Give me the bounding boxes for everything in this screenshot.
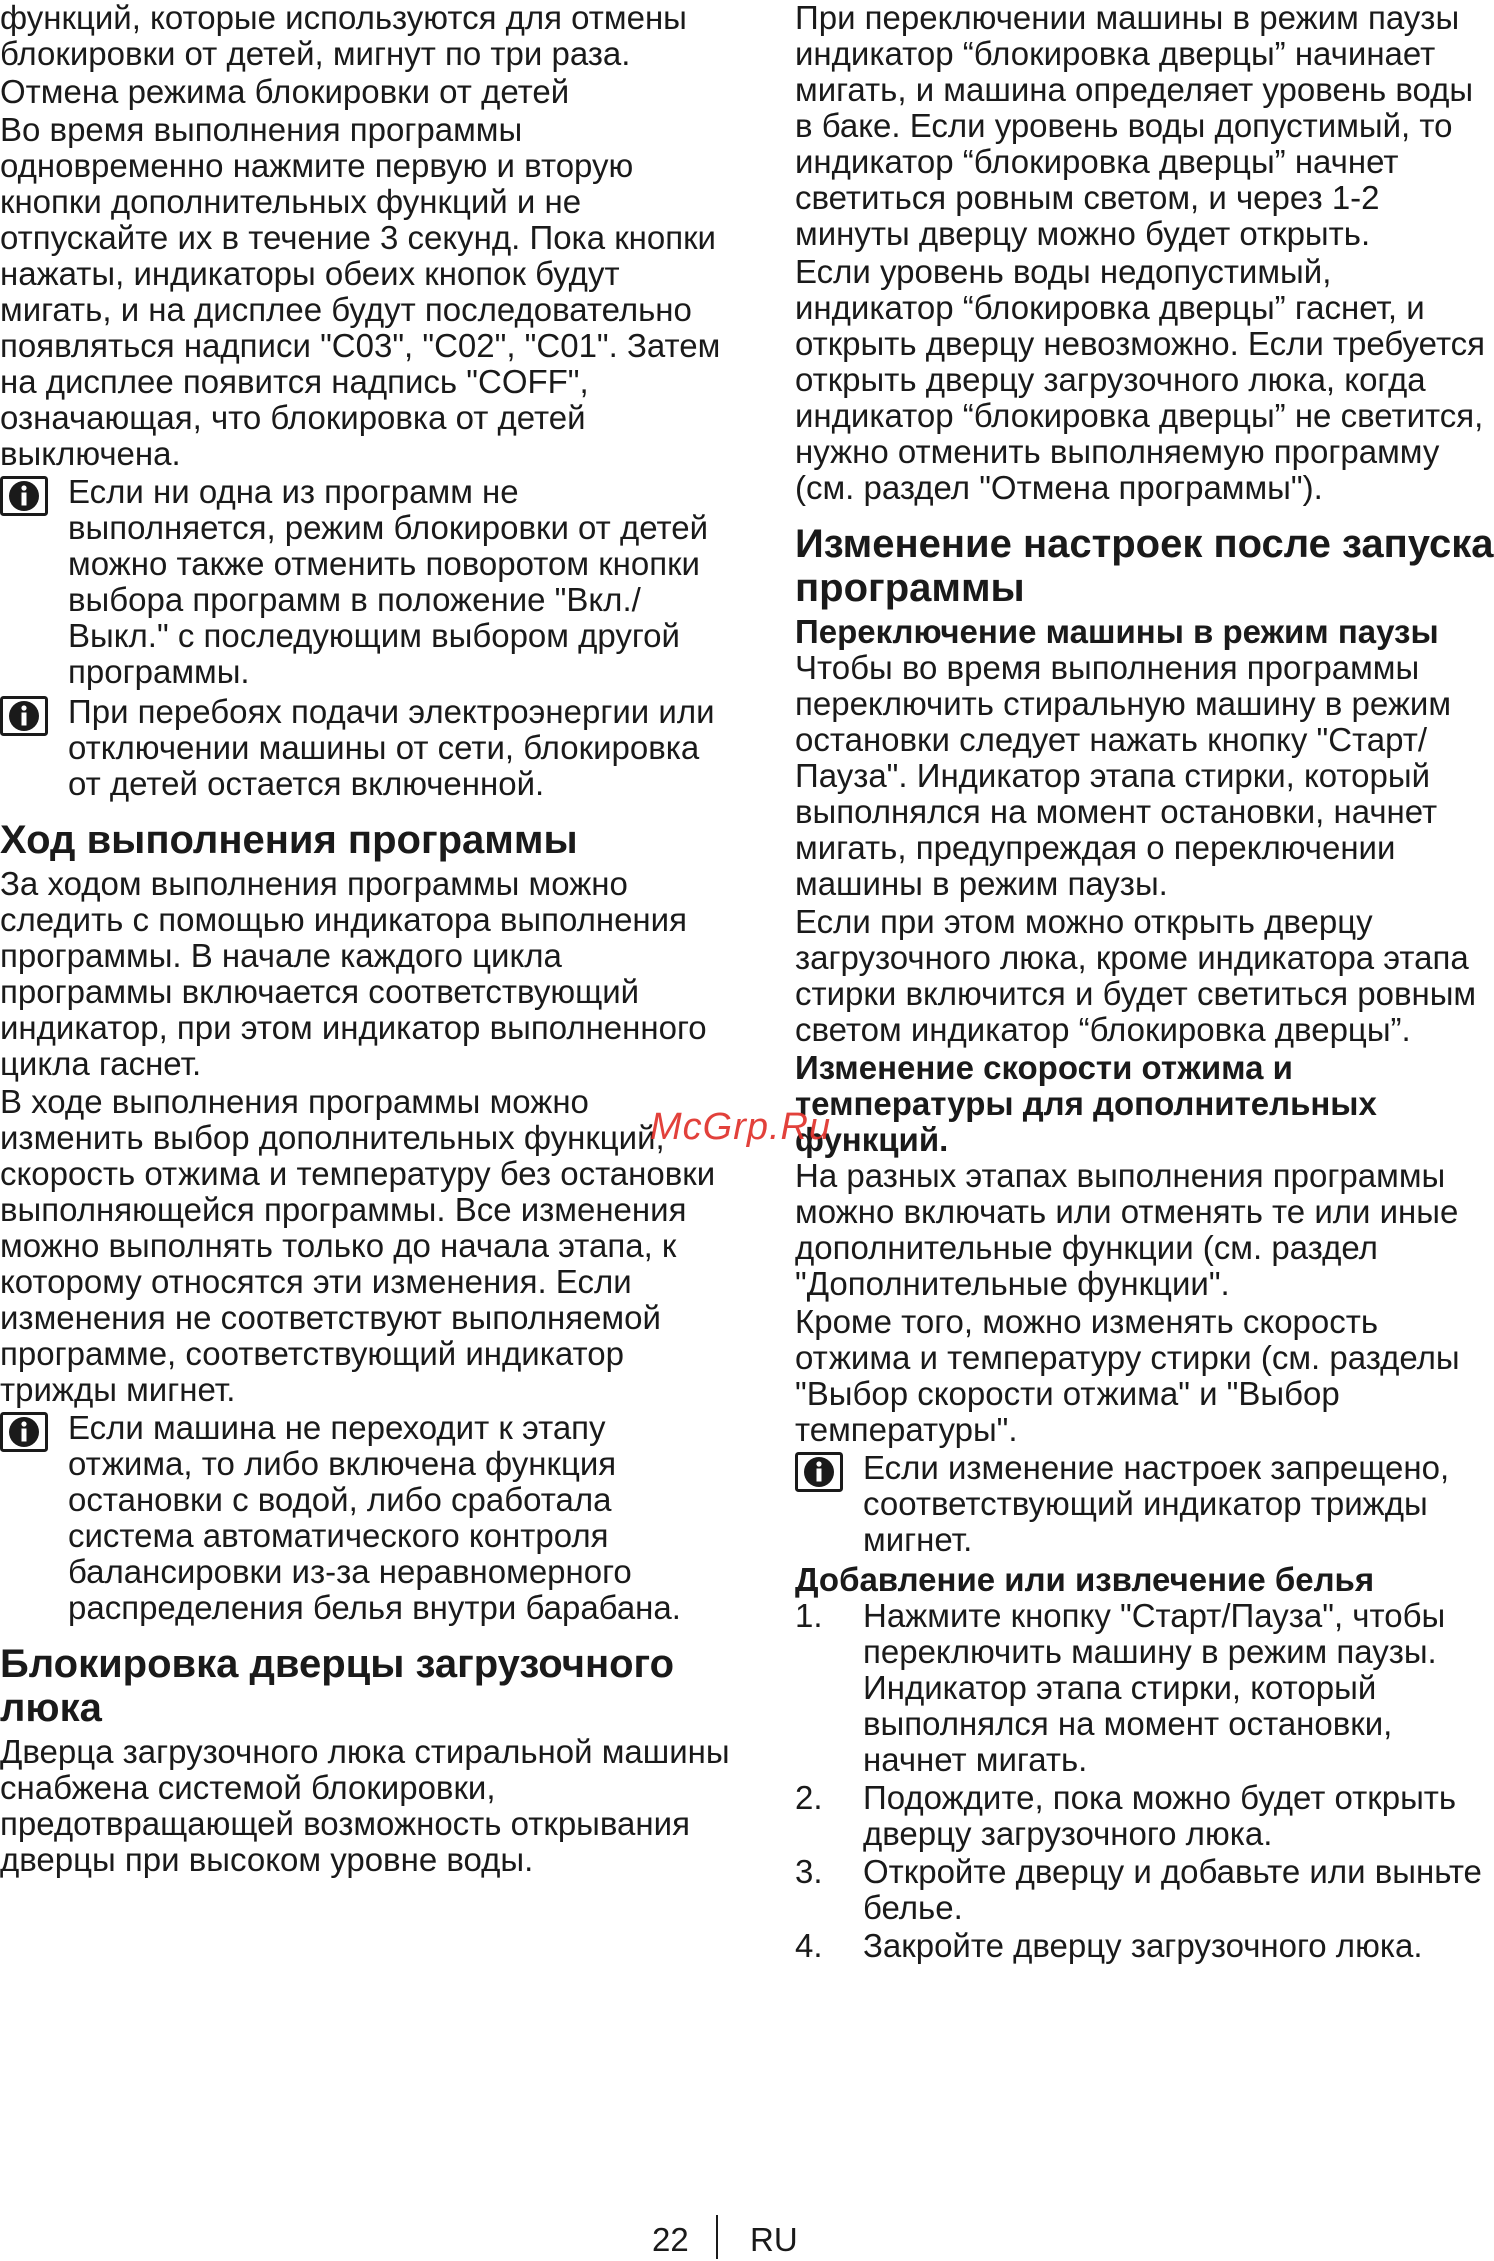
- paragraph: Во время выполнения программы одновременно нажмите первую и вторую кнопки дополнительных функций и не отпускайте их в течение 3 секунд. Пока кнопки нажаты, индикаторы обеих кнопок будут мигать, и на дисплее будут последовательно появляться надписи "C03", "C02", "C01". Затем на дисплее появится надпись "COFF", означающая, что блокировка от детей выключена.: [0, 111, 721, 472]
- list-item: [795, 1780, 1494, 1852]
- list-number: 1.: [795, 1597, 823, 1634]
- heading-door-lock: Блокировка дверцы загрузочного люка: [0, 1642, 675, 1730]
- info-note: [0, 474, 735, 690]
- list-text: Откройте дверцу и добавьте или выньте белье.: [863, 1853, 1482, 1926]
- subheading-child-lock-cancel: Отмена режима блокировки от детей: [0, 73, 570, 110]
- paragraph: Чтобы во время выполнения программы переключить стиральную машину в режим остановки следует нажать кнопку "Старт/Пауза". Индикатор этапа стирки, который выполнялся на момент остановки, начнет мигать, предупреждая о переключении машины в режим паузы.: [795, 649, 1452, 902]
- info-icon: [0, 1412, 48, 1452]
- subheading-add-laundry: Добавление или извлечение белья: [795, 1561, 1375, 1598]
- list-item: [795, 1598, 1494, 1778]
- info-icon: [0, 696, 48, 736]
- paragraph: Дверца загрузочного люка стиральной машины снабжена системой блокировки, предотвращающей возможность открывания дверцы при высоком уровне воды.: [0, 1733, 730, 1878]
- note-text: Если ни одна из программ не выполняется, режим блокировки от детей можно также отменить поворотом кнопки выбора программ в положение "Вкл./Выкл." с последующим выбором другой программы.: [68, 473, 709, 690]
- footer-divider: [716, 2215, 718, 2259]
- info-note: [0, 694, 735, 802]
- list-text: Закройте дверцу загрузочного люка.: [863, 1927, 1423, 1964]
- note-text: Если машина не переходит к этапу отжима, то либо включена функция остановки с водой, либо сработала система автоматического контроля балансировки из-за неравномерного распределения белья внутри барабана.: [68, 1409, 681, 1626]
- watermark: McGrp.Ru: [650, 1106, 832, 1148]
- page-number: 22: [652, 2221, 689, 2258]
- info-icon: [795, 1452, 843, 1492]
- list-number: 3.: [795, 1853, 823, 1890]
- language-code: RU: [750, 2221, 798, 2258]
- heading-change-settings: Изменение настроек после запуска программы: [795, 522, 1494, 610]
- list-item: [795, 1854, 1494, 1926]
- paragraph: Если при этом можно открыть дверцу загрузочного люка, кроме индикатора этапа стирки включится и будет светиться ровным светом индикатор “блокировка дверцы”.: [795, 903, 1477, 1048]
- paragraph: Если уровень воды недопустимый, индикатор “блокировка дверцы” гаснет, и открыть дверцу невозможно. Если требуется открыть дверцу загрузочного люка, когда индикатор “блокировка дверцы” не светится, нужно отменить выполняемую программу (см. раздел "Отмена программы").: [795, 253, 1486, 506]
- list-text: Подождите, пока можно будет открыть дверцу загрузочного люка.: [863, 1779, 1457, 1852]
- heading-program-progress: Ход выполнения программы: [0, 818, 578, 862]
- paragraph: На разных этапах выполнения программы можно включать или отменять те или иные дополнительные функции (см. раздел "Дополнительные функции".: [795, 1157, 1459, 1302]
- list-number: 4.: [795, 1927, 823, 1964]
- subheading-pause: Переключение машины в режим паузы: [795, 613, 1439, 650]
- list-item: [795, 1928, 1494, 1964]
- note-text: При перебоях подачи электроэнергии или отключении машины от сети, блокировка от детей остается включенной.: [68, 693, 715, 802]
- subheading-spin-speed: Изменение скорости отжима и температуры для дополнительных функций.: [795, 1049, 1377, 1158]
- paragraph: При переключении машины в режим паузы индикатор “блокировка дверцы” начинает мигать, и машина определяет уровень воды в баке. Если уровень воды допустимый, то индикатор “блокировка дверцы” начнет светиться ровным светом, и через 1-2 минуты дверцу можно будет открыть.: [795, 0, 1474, 252]
- left-column: [0, 0, 735, 1880]
- paragraph: Кроме того, можно изменять скорость отжима и температуру стирки (см. разделы "Выбор скорости отжима" и "Выбор температуры".: [795, 1303, 1460, 1448]
- right-column: [795, 0, 1494, 1966]
- paragraph: В ходе выполнения программы можно изменить выбор дополнительных функций, скорость отжима и температуру без остановки выполняющейся программы. Все изменения можно выполнять только до начала этапа, к которому относятся эти изменения. Если изменения не соответствуют выполняемой программе, соответствующий индикатор трижды мигнет.: [0, 1083, 716, 1408]
- info-note: [0, 1410, 735, 1626]
- info-icon: [0, 476, 48, 516]
- list-text: Нажмите кнопку "Старт/Пауза", чтобы переключить машину в режим паузы. Индикатор этапа стирки, который выполнялся на момент остановки, начнет мигать.: [863, 1597, 1446, 1778]
- list-number: 2.: [795, 1779, 823, 1816]
- paragraph: За ходом выполнения программы можно следить с помощью индикатора выполнения программы. В начале каждого цикла программы включается соответствующий индикатор, при этом индикатор выполненного цикла гаснет.: [0, 865, 707, 1082]
- info-note: [795, 1450, 1494, 1558]
- page-footer: [0, 2215, 1494, 2261]
- paragraph: функций, которые используются для отмены блокировки от детей, мигнут по три раза.: [0, 0, 687, 72]
- note-text: Если изменение настроек запрещено, соответствующий индикатор трижды мигнет.: [863, 1449, 1450, 1558]
